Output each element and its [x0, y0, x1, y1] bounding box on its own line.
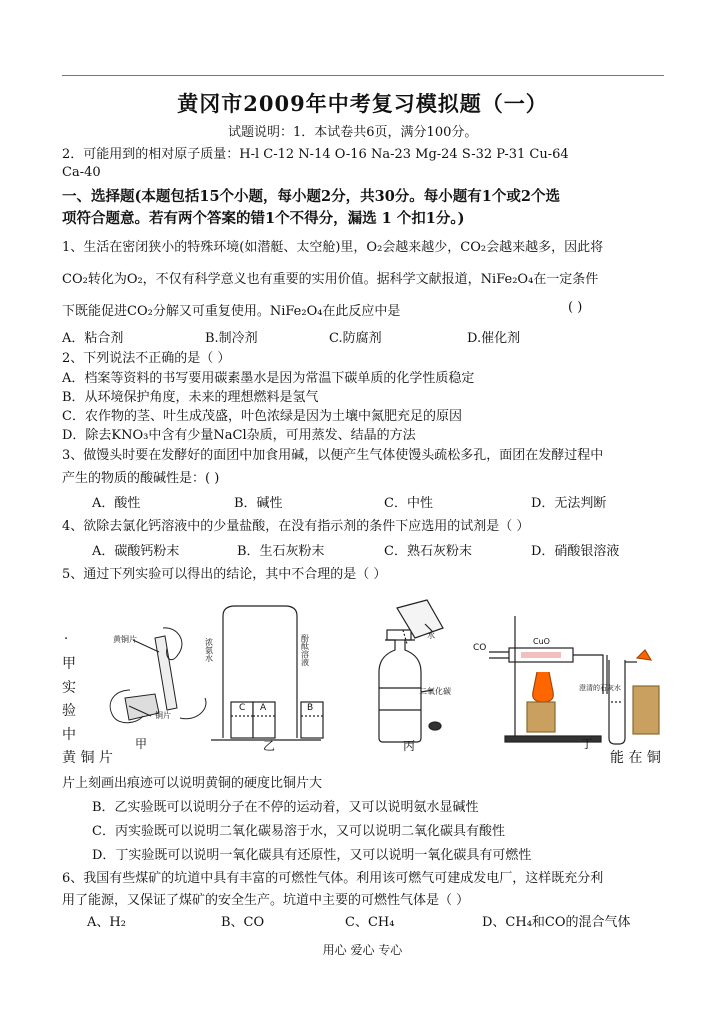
q1-line-3: 下既能促进CO₂分解又可重复使用。NiFe₂O₄在此反应中是 — [62, 304, 401, 319]
q2-option-a: A．档案等资料的书写要用碳素墨水是因为常温下碳单质的化学性质稳定 — [62, 371, 475, 386]
label-water: 水 — [427, 631, 435, 640]
q6-line-1: 6、我国有些煤矿的坑道中具有丰富的可燃性气体。利用该可燃气可建成发电厂，这样既充分利 — [62, 871, 604, 886]
page-title: 黄冈市2009年中考复习模拟题（一） — [177, 91, 548, 116]
label-co2: 二氧化碳 — [419, 687, 451, 696]
q3-option-c: C．中性 — [384, 496, 433, 511]
exam-note-1: 试题说明：1．本试卷共6页，满分100分。 — [228, 125, 478, 140]
label-limewater: 澄清的石灰水 — [579, 684, 621, 692]
section-heading-line-2: 项符合题意。若有两个答案的错1个不得分，漏选 1 个扣1分。) — [62, 210, 465, 227]
page-footer: 用心 爱心 专心 — [322, 943, 403, 957]
q3-line-1: 3、做馒头时要在发酵好的面团中加食用碱，以便产生气体使馒头疏松多孔，面团在发酵过程中 — [62, 448, 604, 463]
q5-vertical-char-2: 实 — [62, 680, 76, 696]
q1-answer-paren: ( ) — [568, 300, 583, 315]
q4-stem: 4、欲除去氯化钙溶液中的少量盐酸，在没有指示剂的条件下应选用的试剂是（ ） — [62, 519, 530, 534]
q6-line-2: 用了能源，又保证了煤矿的安全生产。坑道中主要的可燃性气体是（ ） — [62, 893, 470, 908]
exam-note-2: 2．可能用到的相对原子质量：H-l C-12 N-14 O-16 Na-23 Mg-24 S-32 P-31 Cu-64 — [62, 147, 569, 162]
q5-option-b: B．乙实验既可以说明分子在不停的运动着，又可以说明氨水显碱性 — [92, 800, 479, 815]
q3-line-2: 产生的物质的酸碱性是：( ) — [62, 471, 220, 486]
q5-vertical-char-3: 验 — [62, 703, 76, 719]
q1-line-1: 1、生活在密闭狭小的特殊环境(如潜艇、太空舱)里，O₂会越来越少，CO₂会越来越多，因此将 — [62, 240, 604, 255]
q1-option-b: B.制冷剂 — [205, 331, 258, 346]
figure-yi-ammonia — [205, 606, 324, 753]
q6-option-a: A、H₂ — [87, 915, 126, 930]
label-jia: 甲 — [135, 737, 148, 751]
top-rule — [62, 75, 664, 76]
figure-ding-co-reduction — [473, 616, 659, 751]
q5-stem: 5、通过下列实验可以得出的结论，其中不合理的是（ ） — [62, 567, 387, 582]
q4-option-b: B．生石灰粉末 — [237, 544, 325, 559]
beaker-c-label: C — [239, 703, 246, 713]
q5-vertical-char-1: 甲 — [62, 656, 76, 672]
q5-option-c: C．丙实验既可以说明二氧化碳易溶于水，又可以说明二氧化碳具有酸性 — [92, 824, 505, 839]
q1-option-a: A．粘合剂 — [62, 331, 124, 346]
q5-vertical-char-4: 中 — [62, 727, 76, 743]
q4-option-c: C．熟石灰粉末 — [384, 544, 472, 559]
q5-experiment-figures — [85, 598, 670, 756]
beaker-a-label: A — [260, 703, 267, 713]
q2-option-d: D．除去KNO₃中含有少量NaCl杂质，可用蒸发、结晶的方法 — [62, 428, 416, 443]
q1-option-d: D.催化剂 — [467, 331, 521, 346]
q1-option-c: C.防腐剂 — [329, 331, 382, 346]
label-tongpian: 铜片 — [155, 711, 171, 720]
q5-option-d: D．丁实验既可以说明一氧化碳具有还原性，又可以说明一氧化碳具有可燃性 — [92, 848, 532, 863]
beaker-b-label: B — [307, 703, 314, 713]
q6-option-b: B、CO — [221, 915, 265, 930]
label-cuo: CuO — [533, 637, 550, 646]
q5-option-a-dot: . — [64, 628, 69, 643]
q2-stem: 2、下列说法不正确的是（ ） — [62, 351, 231, 366]
figure-jia-brass-scratch — [110, 628, 206, 751]
q2-option-b: B．从环境保护角度，未来的理想燃料是氢气 — [62, 390, 319, 405]
figure-bing-co2-bottle — [379, 600, 451, 753]
label-bing: 丙 — [403, 739, 416, 753]
label-ding: 丁 — [581, 737, 594, 751]
q4-option-d: D．硝酸银溶液 — [531, 544, 620, 559]
label-fenqian: 酚酞溶液 — [300, 634, 310, 666]
q5-option-a-continued: 片上刻画出痕迹可以说明黄铜的硬度比铜片大 — [62, 776, 323, 791]
q4-option-a: A．碳酸钙粉末 — [92, 544, 180, 559]
q2-option-c: C．农作物的茎、叶生成茂盛，叶色浓绿是因为土壤中氮肥充足的原因 — [62, 409, 462, 424]
section-heading-line-1: 一、选择题(本题包括15个小题，每小题2分，共30分。每小题有1个或2个选 — [62, 188, 560, 205]
label-yi: 乙 — [263, 739, 276, 753]
q1-line-2: CO₂转化为O₂，不仅有科学意义也有重要的实用价值。据科学文献报道，NiFe₂O₄在一定条件 — [62, 272, 599, 287]
q6-option-d: D、CH₄和CO的混合气体 — [482, 915, 631, 930]
exam-note-2-cont: Ca-40 — [62, 165, 101, 180]
q3-option-d: D．无法判断 — [531, 496, 607, 511]
q5-option-a-text-part-right: 能 在 铜 — [610, 750, 661, 766]
q3-option-a: A．酸性 — [92, 496, 141, 511]
label-huangtongpian: 黄铜片 — [113, 635, 137, 644]
label-nongan: 浓氨水 — [204, 638, 214, 662]
q3-option-b: B．碱性 — [234, 496, 283, 511]
q6-option-c: C、CH₄ — [345, 915, 395, 930]
q5-option-a-text-part: 黄 铜 片 — [62, 750, 113, 766]
label-co: CO — [473, 643, 487, 653]
